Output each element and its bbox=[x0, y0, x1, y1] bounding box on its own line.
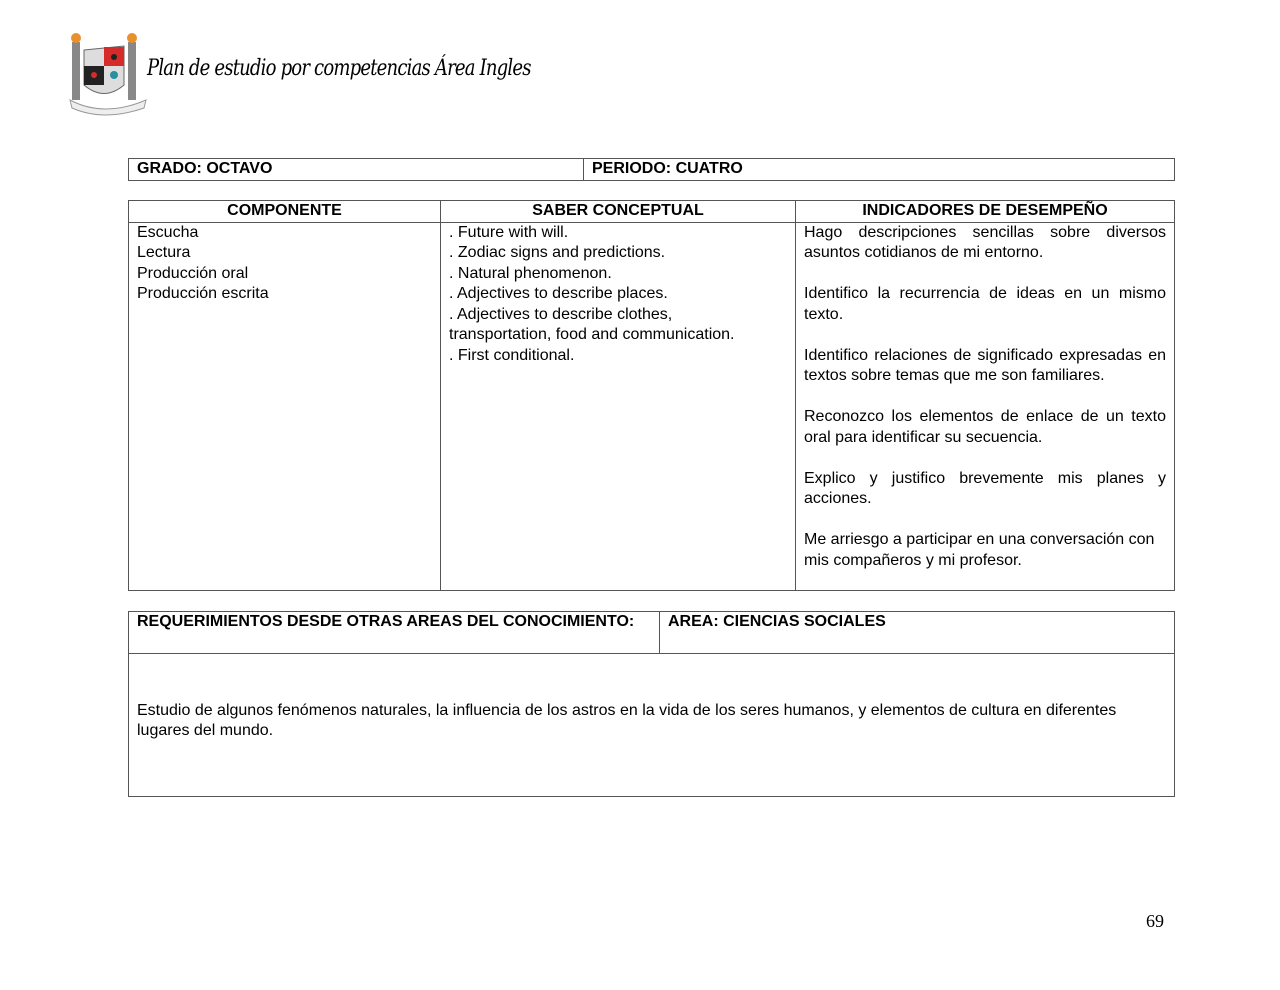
indicador: Explico y justifico brevemente mis planes y acciones. bbox=[804, 469, 1166, 507]
saber: . Adjectives to describe places. bbox=[449, 285, 668, 302]
indicador: Identifico relaciones de significado expresadas en textos sobre temas que me son familiares. bbox=[804, 346, 1166, 384]
componente: Lectura bbox=[137, 244, 191, 261]
requerimientos-text: Estudio de algunos fenómenos naturales, la influencia de los astros en la vida de los seres humanos, y elementos de cultura en diferentes lugares del mundo. bbox=[129, 654, 1175, 797]
area-label: AREA: CIENCIAS SOCIALES bbox=[660, 612, 1175, 654]
saber: . Adjectives to describe clothes, transportation, food and communication. bbox=[449, 305, 735, 343]
indicador: Reconozco los elementos de enlace de un texto oral para identificar su secuencia. bbox=[804, 408, 1166, 446]
header-componente: COMPONENTE bbox=[129, 201, 441, 223]
indicador: Hago descripciones sencillas sobre diversos asuntos cotidianos de mi entorno. bbox=[804, 223, 1166, 261]
componente: Producción oral bbox=[137, 264, 249, 282]
saber: . Future with will. bbox=[449, 223, 569, 241]
header-saber: SABER CONCEPTUAL bbox=[441, 201, 796, 223]
page-number: 69 bbox=[1146, 911, 1164, 931]
header-indicadores: INDICADORES DE DESEMPEÑO bbox=[796, 201, 1175, 223]
componente: Escucha bbox=[137, 223, 199, 241]
saber: . Zodiac signs and predictions. bbox=[449, 244, 666, 261]
periodo: PERIODO: CUATRO bbox=[584, 159, 1175, 181]
componentes-cell bbox=[129, 222, 441, 590]
requerimientos-table bbox=[128, 611, 1175, 797]
indicador: Identifico la recurrencia de ideas en un mismo texto. bbox=[804, 285, 1166, 323]
grado: GRADO: OCTAVO bbox=[129, 159, 584, 181]
saber: . Natural phenomenon. bbox=[449, 264, 612, 282]
requerimientos-label: REQUERIMIENTOS DESDE OTRAS AREAS DEL CONOCIMIENTO: bbox=[129, 612, 660, 654]
indicador: Me arriesgo a participar en una conversación con mis compañeros y mi profesor. bbox=[804, 531, 1155, 569]
saberes-cell bbox=[441, 222, 796, 590]
main-table bbox=[128, 200, 1175, 591]
componente: Producción escrita bbox=[137, 285, 269, 302]
school-crest-logo bbox=[66, 30, 150, 120]
document-title: Plan de estudio por competencias Área Ingles bbox=[147, 56, 531, 81]
indicadores-cell bbox=[796, 222, 1175, 590]
info-table bbox=[128, 158, 1175, 181]
saber: . First conditional. bbox=[449, 346, 575, 364]
